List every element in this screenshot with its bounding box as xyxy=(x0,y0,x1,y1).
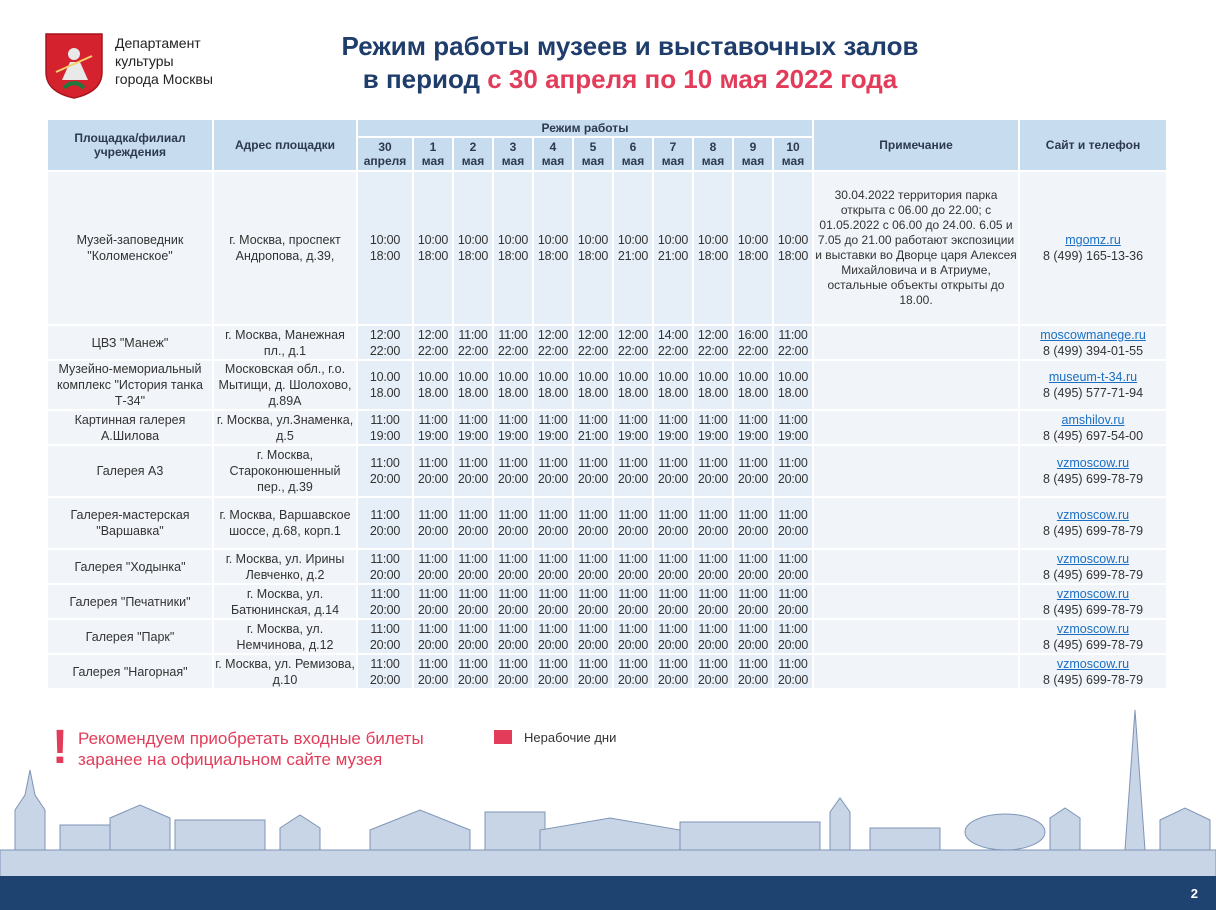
opening-hours: 11:00 20:00 xyxy=(694,655,732,688)
opening-hours: 11:00 20:00 xyxy=(414,498,452,548)
opening-hours: 11:00 19:00 xyxy=(614,411,652,444)
opening-hours: 11:00 19:00 xyxy=(534,411,572,444)
opening-hours: 11:00 20:00 xyxy=(734,585,772,618)
opening-hours: 10.00 18.00 xyxy=(614,361,652,409)
day-header xyxy=(694,138,732,170)
venue-note xyxy=(814,585,1018,618)
opening-hours: 11:00 20:00 xyxy=(734,655,772,688)
venue-note xyxy=(814,411,1018,444)
dept-line: Департамент xyxy=(115,35,201,51)
venue-name: Галерея "Парк" xyxy=(48,620,212,653)
venue-name: Галерея А3 xyxy=(48,446,212,496)
day-header xyxy=(414,138,452,170)
header-venue: Площадка/филиал учреждения xyxy=(48,120,212,170)
opening-hours: 11:00 21:00 xyxy=(574,411,612,444)
opening-hours: 11:00 20:00 xyxy=(614,550,652,583)
opening-hours: 11:00 20:00 xyxy=(614,498,652,548)
opening-hours: 11:00 20:00 xyxy=(534,550,572,583)
footer-bar xyxy=(0,876,1216,910)
venue-contacts xyxy=(1020,498,1166,548)
venue-address: Московская обл., г.о. Мытищи, д. Шолохово, д.89А xyxy=(214,361,356,409)
venue-site-link[interactable]: vzmoscow.ru xyxy=(1056,456,1130,470)
day-number: 6 xyxy=(629,140,637,154)
opening-hours: 10:00 18:00 xyxy=(358,172,412,324)
venue-site-link[interactable]: museum-t-34.ru xyxy=(1048,370,1138,384)
venue-address: г. Москва, ул. Ремизова, д.10 xyxy=(215,656,355,687)
venue-note xyxy=(814,361,1018,409)
venue-address: г. Москва, Староконюшенный пер., д.39 xyxy=(214,446,356,496)
opening-hours: 11:00 20:00 xyxy=(358,620,412,653)
opening-hours: 11:00 20:00 xyxy=(654,655,692,688)
opening-hours: 10.00 18.00 xyxy=(358,361,412,409)
venue-name: Картинная галерея А.Шилова xyxy=(48,411,212,444)
opening-hours: 11:00 20:00 xyxy=(734,498,772,548)
venue-note xyxy=(814,620,1018,653)
venue-name: Галерея "Печатники" xyxy=(48,585,212,618)
header-mode: Режим работы xyxy=(358,120,812,136)
opening-hours: 11:00 20:00 xyxy=(774,446,812,496)
opening-hours: 11:00 20:00 xyxy=(694,446,732,496)
moscow-coat-of-arms-logo xyxy=(44,32,104,100)
table-row xyxy=(48,655,1166,688)
opening-hours: 11:00 19:00 xyxy=(694,411,732,444)
venue-address: г. Москва, ул.Знаменка, д.5 xyxy=(214,411,356,444)
opening-hours: 11:00 20:00 xyxy=(414,620,452,653)
opening-hours: 11:00 19:00 xyxy=(654,411,692,444)
day-month: мая xyxy=(581,154,605,168)
opening-hours: 12:00 22:00 xyxy=(414,326,452,359)
table-row xyxy=(48,620,1166,653)
venue-name: Галерея "Ходынка" xyxy=(48,550,212,583)
venue-phone: 8 (495) 577-71-94 xyxy=(1042,386,1144,400)
page-title xyxy=(230,30,1030,96)
opening-hours: 10.00 18.00 xyxy=(454,361,492,409)
warning-line-1: Рекомендуем приобретать входные билеты xyxy=(78,729,424,748)
opening-hours: 10:00 21:00 xyxy=(654,172,692,324)
table-row xyxy=(48,326,1166,359)
opening-hours: 11:00 22:00 xyxy=(774,326,812,359)
opening-hours: 11:00 20:00 xyxy=(774,585,812,618)
venue-contacts xyxy=(1020,550,1166,583)
opening-hours: 12:00 22:00 xyxy=(358,326,412,359)
day-number: 2 xyxy=(469,140,477,154)
venue-phone: 8 (495) 699-78-79 xyxy=(1042,672,1144,687)
venue-contacts xyxy=(1020,411,1166,444)
day-month: мая xyxy=(781,154,805,168)
day-number: 5 xyxy=(589,140,597,154)
opening-hours: 10:00 18:00 xyxy=(494,172,532,324)
page-number: 2 xyxy=(1190,886,1198,901)
opening-hours: 11:00 20:00 xyxy=(534,498,572,548)
venue-name: Галерея-мастерская "Варшавка" xyxy=(48,498,212,548)
day-month: мая xyxy=(501,154,525,168)
opening-hours: 14:00 22:00 xyxy=(654,326,692,359)
opening-hours: 10:00 18:00 xyxy=(414,172,452,324)
opening-hours: 11:00 20:00 xyxy=(774,655,812,688)
opening-hours: 11:00 20:00 xyxy=(494,585,532,618)
table-row xyxy=(48,498,1166,548)
opening-hours: 11:00 20:00 xyxy=(494,620,532,653)
opening-hours: 11:00 20:00 xyxy=(454,550,492,583)
opening-hours: 11:00 20:00 xyxy=(654,498,692,548)
table-row xyxy=(48,361,1166,409)
day-number: 1 xyxy=(429,140,437,154)
day-month: мая xyxy=(461,154,485,168)
opening-hours: 11:00 20:00 xyxy=(454,446,492,496)
opening-hours: 11:00 20:00 xyxy=(694,620,732,653)
opening-hours: 11:00 20:00 xyxy=(654,446,692,496)
opening-hours: 11:00 22:00 xyxy=(494,326,532,359)
venue-phone: 8 (499) 165-13-36 xyxy=(1042,249,1144,263)
venue-address: г. Москва, Варшавское шоссе, д.68, корп.1 xyxy=(214,498,356,548)
venue-address: г. Москва, ул. Немчинова, д.12 xyxy=(214,620,356,653)
opening-hours: 10:00 18:00 xyxy=(734,172,772,324)
opening-hours: 10.00 18.00 xyxy=(774,361,812,409)
opening-hours: 10:00 18:00 xyxy=(774,172,812,324)
opening-hours: 11:00 20:00 xyxy=(534,585,572,618)
venue-address: г. Москва, ул. Батюнинская, д.14 xyxy=(214,585,356,618)
opening-hours: 11:00 20:00 xyxy=(358,585,412,618)
opening-hours: 11:00 20:00 xyxy=(734,620,772,653)
title-prefix: в период xyxy=(362,64,488,94)
opening-hours: 11:00 20:00 xyxy=(358,655,412,688)
opening-hours: 11:00 20:00 xyxy=(614,585,652,618)
opening-hours: 16:00 22:00 xyxy=(734,326,772,359)
department-name xyxy=(115,34,213,88)
opening-hours: 11:00 20:00 xyxy=(454,620,492,653)
opening-hours: 11:00 20:00 xyxy=(454,498,492,548)
opening-hours: 11:00 20:00 xyxy=(574,446,612,496)
opening-hours: 11:00 20:00 xyxy=(534,655,572,688)
title-line-2 xyxy=(230,63,1030,96)
day-header xyxy=(774,138,812,170)
venue-note xyxy=(814,655,1018,688)
opening-hours: 11:00 20:00 xyxy=(574,585,612,618)
day-month: апреля xyxy=(363,154,407,168)
header-site: Сайт и телефон xyxy=(1020,120,1166,170)
opening-hours: 11:00 20:00 xyxy=(734,550,772,583)
day-number: 30 xyxy=(378,140,392,154)
opening-hours: 10.00 18.00 xyxy=(494,361,532,409)
venue-site-link[interactable]: vzmoscow.ru xyxy=(1056,586,1130,601)
opening-hours: 11:00 20:00 xyxy=(494,498,532,548)
opening-hours: 11:00 20:00 xyxy=(454,655,492,688)
opening-hours: 11:00 20:00 xyxy=(654,550,692,583)
warning-line-2: заранее на официальном сайте музея xyxy=(78,750,383,769)
opening-hours: 10:00 21:00 xyxy=(614,172,652,324)
opening-hours: 11:00 20:00 xyxy=(414,585,452,618)
opening-hours: 11:00 20:00 xyxy=(774,498,812,548)
opening-hours: 11:00 20:00 xyxy=(694,498,732,548)
opening-hours: 12:00 22:00 xyxy=(534,326,572,359)
opening-hours: 10:00 18:00 xyxy=(454,172,492,324)
venue-phone: 8 (495) 699-78-79 xyxy=(1042,602,1144,617)
opening-hours: 11:00 20:00 xyxy=(574,550,612,583)
venue-phone: 8 (495) 699-78-79 xyxy=(1042,567,1144,582)
header-note: Примечание xyxy=(814,120,1018,170)
day-number: 8 xyxy=(709,140,717,154)
day-month: мая xyxy=(701,154,725,168)
opening-hours: 11:00 20:00 xyxy=(574,498,612,548)
opening-hours: 11:00 22:00 xyxy=(454,326,492,359)
venue-contacts xyxy=(1020,585,1166,618)
venue-site-link[interactable]: amshilov.ru xyxy=(1061,412,1125,427)
day-number: 7 xyxy=(669,140,677,154)
opening-hours: 11:00 19:00 xyxy=(494,411,532,444)
day-month: мая xyxy=(541,154,565,168)
opening-hours: 10:00 18:00 xyxy=(534,172,572,324)
venue-name: Музей-заповедник "Коломенское" xyxy=(48,172,212,324)
opening-hours: 11:00 20:00 xyxy=(454,585,492,618)
table-row xyxy=(48,172,1166,324)
opening-hours: 10:00 18:00 xyxy=(574,172,612,324)
header-address: Адрес площадки xyxy=(214,120,356,170)
opening-hours: 11:00 20:00 xyxy=(494,655,532,688)
legend-label: Нерабочие дни xyxy=(524,730,617,745)
opening-hours: 10.00 18.00 xyxy=(734,361,772,409)
opening-hours: 12:00 22:00 xyxy=(694,326,732,359)
venue-name: Музейно-мемориальный комплекс "История танка Т-34" xyxy=(48,361,212,409)
venue-phone: 8 (495) 699-78-79 xyxy=(1042,524,1144,538)
table-row xyxy=(48,550,1166,583)
opening-hours: 12:00 22:00 xyxy=(614,326,652,359)
day-month: мая xyxy=(741,154,765,168)
opening-hours: 11:00 20:00 xyxy=(614,446,652,496)
opening-hours: 11:00 20:00 xyxy=(494,550,532,583)
opening-hours: 10:00 18:00 xyxy=(694,172,732,324)
venue-note xyxy=(814,550,1018,583)
venue-phone: 8 (499) 394-01-55 xyxy=(1042,343,1144,358)
venue-site-link[interactable]: moscowmanege.ru xyxy=(1040,327,1146,342)
day-number: 4 xyxy=(549,140,557,154)
venue-address: г. Москва, ул. Ирины Левченко, д.2 xyxy=(214,550,356,583)
day-month: мая xyxy=(621,154,645,168)
opening-hours: 10.00 18.00 xyxy=(534,361,572,409)
day-header xyxy=(494,138,532,170)
venue-site-link[interactable]: vzmoscow.ru xyxy=(1056,508,1130,522)
opening-hours: 11:00 20:00 xyxy=(534,620,572,653)
venue-phone: 8 (495) 699-78-79 xyxy=(1042,472,1144,486)
warning-exclamation-icon: ! xyxy=(52,721,68,774)
opening-hours: 11:00 20:00 xyxy=(414,655,452,688)
schedule-rows xyxy=(48,172,1166,688)
venue-note xyxy=(814,498,1018,548)
title-line-1: Режим работы музеев и выставочных залов xyxy=(341,31,919,61)
opening-hours: 11:00 20:00 xyxy=(774,620,812,653)
opening-hours: 11:00 20:00 xyxy=(734,446,772,496)
venue-name: Галерея "Нагорная" xyxy=(48,655,212,688)
opening-hours: 11:00 20:00 xyxy=(574,620,612,653)
opening-hours: 11:00 20:00 xyxy=(494,446,532,496)
opening-hours: 11:00 20:00 xyxy=(614,620,652,653)
day-header xyxy=(614,138,652,170)
opening-hours: 11:00 20:00 xyxy=(774,550,812,583)
venue-note xyxy=(814,326,1018,359)
opening-hours: 11:00 19:00 xyxy=(414,411,452,444)
opening-hours: 10.00 18.00 xyxy=(574,361,612,409)
opening-hours: 11:00 20:00 xyxy=(358,498,412,548)
day-month: мая xyxy=(661,154,685,168)
venue-contacts xyxy=(1020,620,1166,653)
table-row xyxy=(48,446,1166,496)
venue-phone: 8 (495) 697-54-00 xyxy=(1042,428,1144,443)
opening-hours: 10.00 18.00 xyxy=(654,361,692,409)
day-number: 9 xyxy=(749,140,757,154)
day-header xyxy=(654,138,692,170)
day-month: мая xyxy=(421,154,445,168)
day-number: 10 xyxy=(786,140,800,154)
opening-hours: 11:00 20:00 xyxy=(358,446,412,496)
opening-hours: 11:00 20:00 xyxy=(358,550,412,583)
opening-hours: 11:00 20:00 xyxy=(694,550,732,583)
venue-site-link[interactable]: vzmoscow.ru xyxy=(1056,656,1130,671)
opening-hours: 11:00 20:00 xyxy=(654,585,692,618)
opening-hours: 11:00 19:00 xyxy=(454,411,492,444)
venue-address: г. Москва, проспект Андропова, д.39, xyxy=(214,172,356,324)
opening-hours: 12:00 22:00 xyxy=(574,326,612,359)
venue-contacts xyxy=(1020,361,1166,409)
day-header xyxy=(358,138,412,170)
day-number: 3 xyxy=(509,140,517,154)
venue-contacts xyxy=(1020,446,1166,496)
venue-note xyxy=(814,446,1018,496)
opening-hours: 11:00 20:00 xyxy=(414,550,452,583)
venue-contacts xyxy=(1020,326,1166,359)
opening-hours: 11:00 19:00 xyxy=(734,411,772,444)
dept-line: культуры xyxy=(115,53,174,69)
day-header xyxy=(574,138,612,170)
opening-hours: 11:00 20:00 xyxy=(614,655,652,688)
day-header xyxy=(534,138,572,170)
opening-hours: 11:00 20:00 xyxy=(694,585,732,618)
venue-address: г. Москва, Манежная пл., д.1 xyxy=(214,326,356,359)
day-header xyxy=(454,138,492,170)
venue-note: 30.04.2022 территория парка открыта с 06.00 до 22.00; с 01.05.2022 с 06.00 до 24.00. 6.05 и 7.05 до 21.00 работают экспозиции и выставки во Дворце царя Алексея Михайловича и в Атриуме, остальные объекты открыты до 18.00. xyxy=(814,172,1018,324)
venue-name: ЦВЗ "Манеж" xyxy=(48,326,212,359)
dept-line: города Москвы xyxy=(115,71,213,87)
opening-hours: 10.00 18.00 xyxy=(414,361,452,409)
museum-schedule-table xyxy=(46,118,1168,690)
opening-hours: 10.00 18.00 xyxy=(694,361,732,409)
table-row xyxy=(48,585,1166,618)
venue-site-link[interactable]: mgomz.ru xyxy=(1065,233,1121,247)
table-row xyxy=(48,411,1166,444)
opening-hours: 11:00 20:00 xyxy=(414,446,452,496)
venue-site-link[interactable]: vzmoscow.ru xyxy=(1056,551,1130,566)
title-date-range: с 30 апреля по 10 мая 2022 года xyxy=(487,64,898,94)
venue-site-link[interactable]: vzmoscow.ru xyxy=(1056,621,1130,636)
day-header xyxy=(734,138,772,170)
opening-hours: 11:00 19:00 xyxy=(358,411,412,444)
venue-contacts xyxy=(1020,172,1166,324)
opening-hours: 11:00 19:00 xyxy=(774,411,812,444)
venue-phone: 8 (495) 699-78-79 xyxy=(1042,637,1144,652)
moscow-skyline-illustration xyxy=(0,700,1216,880)
opening-hours: 11:00 20:00 xyxy=(654,620,692,653)
venue-contacts xyxy=(1020,655,1166,688)
opening-hours: 11:00 20:00 xyxy=(574,655,612,688)
opening-hours: 11:00 20:00 xyxy=(534,446,572,496)
